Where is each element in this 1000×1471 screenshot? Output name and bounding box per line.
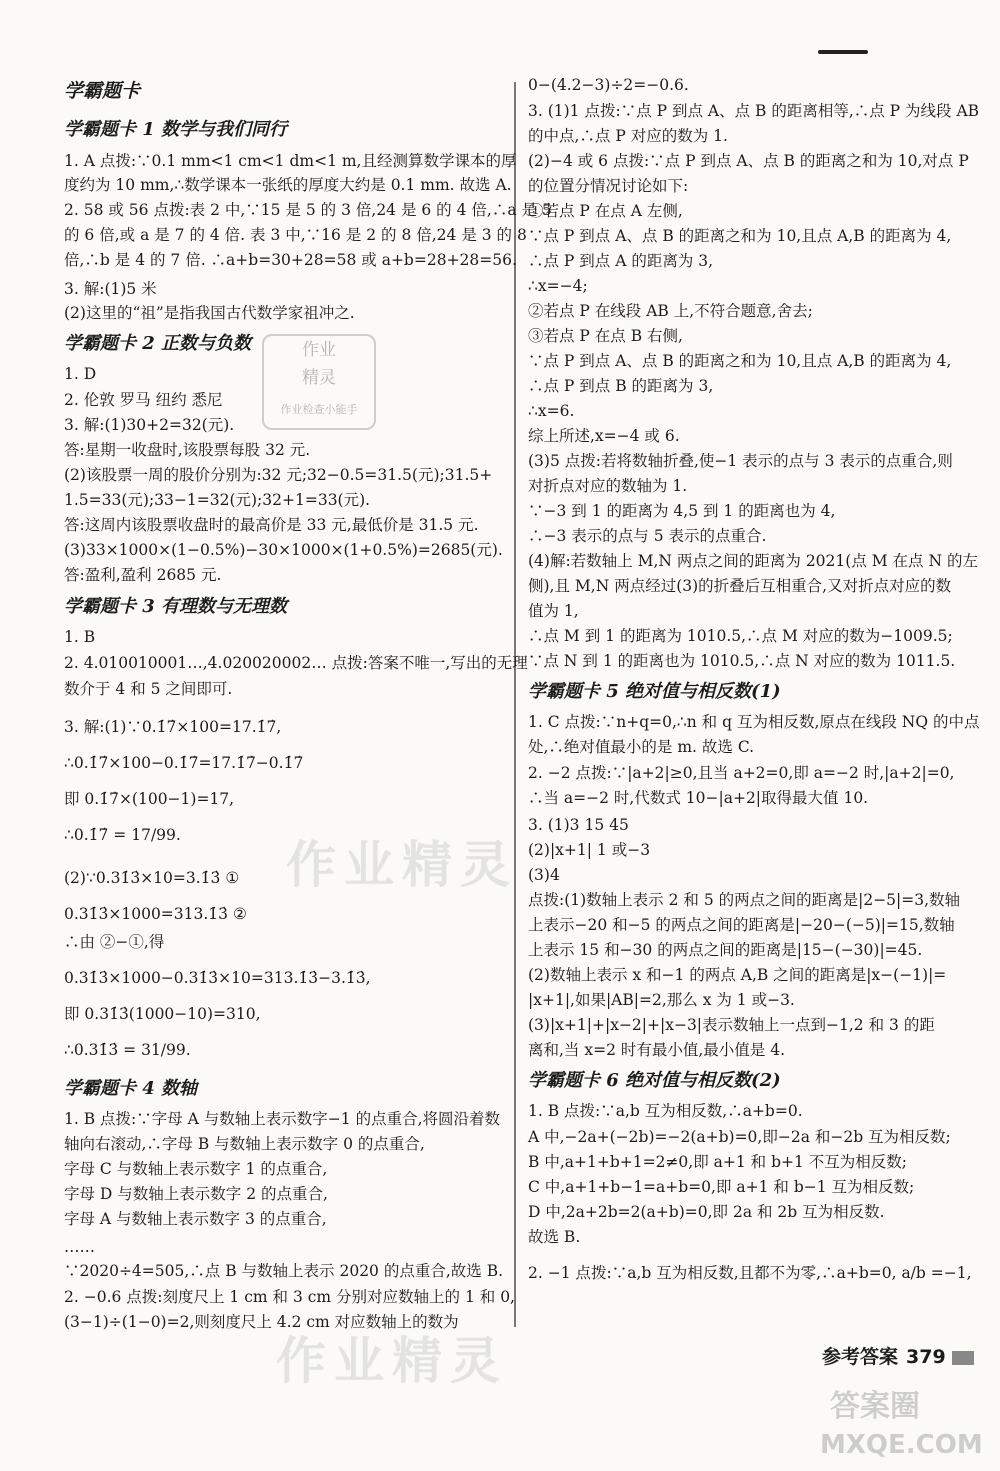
text-line: ②若点 P 在线段 AB 上,不符合题意,舍去; xyxy=(528,302,813,320)
text-line: 2. −1 点拨:∵a,b 互为相反数,且都不为零,∴a+b=0, a/b =−1, xyxy=(528,1264,972,1282)
text-line: 3. 解:(1)5 米 xyxy=(64,280,157,298)
corner-watermark: 答案圈 xyxy=(830,1389,920,1424)
text-line: ③若点 P 在点 B 右侧, xyxy=(528,327,683,345)
text-line: C 中,a+1+b−1=a+b=0,即 a+1 和 b−1 互为相反数; xyxy=(528,1178,915,1196)
text-line: 值为 1, xyxy=(528,602,579,620)
text-line: D 中,2a+2b=2(a+b)=0,即 2a 和 2b 互为相反数. xyxy=(528,1203,885,1221)
text-line: (2)|x+1| 1 或−3 xyxy=(528,841,651,859)
text-line: 答:盈利,盈利 2685 元. xyxy=(64,566,222,584)
section-heading: 学霸题卡 1 数学与我们同行 xyxy=(64,119,288,140)
text-line: 2. −2 点拨:∵|a+2|≥0,且当 a+2=0,即 a=−2 时,|a+2|=0, xyxy=(528,764,955,782)
text-line: (2)数轴上表示 x 和−1 的两点 A,B 之间的距离是|x−(−1)|= xyxy=(528,966,947,984)
text-line: B 中,a+1+b+1=2≠0,即 a+1 和 b+1 不互为相反数; xyxy=(528,1153,908,1171)
text-line: 数介于 4 和 5 之间即可. xyxy=(64,680,233,698)
footer-label: 参考答案 xyxy=(822,1346,899,1368)
top-rule xyxy=(818,50,868,54)
page-footer xyxy=(822,1348,974,1367)
section-heading: 学霸题卡 4 数轴 xyxy=(64,1078,198,1099)
text-line: 离和,当 x=2 时有最小值,最小值是 4. xyxy=(528,1041,786,1059)
text-line: 的位置分情况讨论如下: xyxy=(528,177,689,195)
text-line: 答:这周内该股票收盘时的最高价是 33 元,最低价是 31.5 元. xyxy=(64,516,479,534)
text-line: 2. −0.6 点拨:刻度尺上 1 cm 和 3 cm 分别对应数轴上的 1 和 0, xyxy=(64,1288,515,1306)
text-line: (3)4 xyxy=(528,866,560,884)
text-line: |x+1|,如果|AB|=2,那么 x 为 1 或−3. xyxy=(528,991,795,1009)
text-line: 字母 D 与数轴上表示数字 2 的点重合, xyxy=(64,1185,328,1203)
section-heading: 学霸题卡 xyxy=(64,80,141,102)
text-line: 故选 B. xyxy=(528,1228,581,1246)
text-line: (2)该股票一周的股价分别为:32 元;32−0.5=31.5(元);31.5+ xyxy=(64,466,493,484)
text-line: 答:星期一收盘时,该股票每股 32 元. xyxy=(64,441,311,459)
page-number: 379 xyxy=(906,1346,946,1368)
section-heading: 学霸题卡 3 有理数与无理数 xyxy=(64,596,288,617)
text-line: 1. A 点拨:∵0.1 mm<1 cm<1 dm<1 m,且经测算数学课本的厚 xyxy=(64,152,517,170)
text-line: ①若点 P 在点 A 左侧, xyxy=(528,202,683,220)
text-line: (2)这里的“祖”是指我国古代数学家祖冲之. xyxy=(64,304,355,322)
text-line: 即 0.1̇7̇×(100−1)=17, xyxy=(64,790,235,808)
text-line: 处,∴绝对值最小的是 m. 故选 C. xyxy=(528,738,755,756)
text-line: ∴点 P 到点 B 的距离为 3, xyxy=(528,377,714,395)
text-line: 3. 解:(1)30+2=32(元). xyxy=(64,416,235,434)
text-line: (3)|x+1|+|x−2|+|x−3|表示数轴上一点到−1,2 和 3 的距 xyxy=(528,1016,935,1034)
text-line: …… xyxy=(64,1238,95,1256)
section-heading: 学霸题卡 2 正数与负数 xyxy=(64,333,252,354)
site-watermark: MXQE.COM xyxy=(820,1430,983,1460)
text-line: 字母 A 与数轴上表示数字 3 的点重合, xyxy=(64,1210,327,1228)
text-line: 1. B xyxy=(64,628,96,646)
stamp-text-1: 作业 xyxy=(302,340,336,360)
text-line: 综上所述,x=−4 或 6. xyxy=(528,427,680,445)
text-line: 1. C 点拨:∵n+q=0,∴n 和 q 互为相反数,原点在线段 NQ 的中点 xyxy=(528,713,980,731)
text-line: 1. B 点拨:∵字母 A 与数轴上表示数字−1 的点重合,将圆沿着数 xyxy=(64,1110,501,1128)
text-line: 0.31̇3̇×1000−0.31̇3̇×10=313.1̇3̇−3.1̇3̇, xyxy=(64,969,371,987)
text-line: 倍,∴b 是 4 的 7 倍. ∴a+b=30+28=58 或 a+b=28+28=56. xyxy=(64,251,517,269)
text-line: 度约为 10 mm,∴数学课本一张纸的厚度大约是 0.1 mm. 故选 A. xyxy=(64,176,512,194)
section-heading: 学霸题卡 5 绝对值与相反数(1) xyxy=(528,681,781,702)
watermark-bottom: 作业精灵 xyxy=(276,1331,508,1390)
text-line: ∴点 M 到 1 的距离为 1010.5,∴点 M 对应的数为−1009.5; xyxy=(528,627,953,645)
text-line: 即 0.31̇3̇(1000−10)=310, xyxy=(64,1005,261,1023)
text-line: (2)∵0.31̇3̇×10=3.1̇3̇ ① xyxy=(64,869,240,887)
text-line: ∴0.1̇7̇ = 17/99. xyxy=(64,826,181,844)
text-line: 2. 58 或 56 点拨:表 2 中,∵15 是 5 的 3 倍,24 是 6 的 4 倍,∴a 是 5 xyxy=(64,201,552,219)
text-line: 3. 解:(1)∵0.1̇7̇×100=17.1̇7̇, xyxy=(64,718,282,736)
text-line: ∴由 ②−①,得 xyxy=(64,933,165,951)
text-line: 字母 C 与数轴上表示数字 1 的点重合, xyxy=(64,1160,328,1178)
text-line: 轴向右滚动,∴字母 B 与数轴上表示数字 0 的点重合, xyxy=(64,1135,425,1153)
text-line: 0.31̇3̇×1000=313.1̇3̇ ② xyxy=(64,905,247,923)
text-line: ∵2020÷4=505,∴点 B 与数轴上表示 2020 的点重合,故选 B. xyxy=(64,1262,504,1280)
text-line: (3−1)÷(1−0)=2,则刻度尺上 4.2 cm 对应数轴上的数为 xyxy=(64,1313,459,1331)
text-line: 1. D xyxy=(64,365,97,383)
text-line: ∴0.31̇3̇ = 31/99. xyxy=(64,1041,191,1059)
text-line: ∵点 P 到点 A、点 B 的距离之和为 10,且点 A,B 的距离为 4, xyxy=(528,352,952,370)
text-line: ∴x=6. xyxy=(528,402,575,420)
text-line: ∴当 a=−2 时,代数式 10−|a+2|取得最大值 10. xyxy=(528,789,869,807)
text-line: (4)解:若数轴上 M,N 两点之间的距离为 2021(点 M 在点 N 的左 xyxy=(528,552,978,570)
text-line: 2. 4.010010001…,4.020020002… 点拨:答案不唯一,写出的无理 xyxy=(64,654,528,672)
text-line: 对折点对应的数轴为 1. xyxy=(528,477,688,495)
text-line: ∴点 P 到点 A 的距离为 3, xyxy=(528,252,714,270)
text-line: 3. (1)3 15 45 xyxy=(528,816,629,834)
text-line: 点拨:(1)数轴上表示 2 和 5 的两点之间的距离是|2−5|=3,数轴 xyxy=(528,891,961,909)
text-line: ∵点 N 到 1 的距离也为 1010.5,∴点 N 对应的数为 1011.5. xyxy=(528,652,956,670)
watermark-mid: 作业精灵 xyxy=(286,835,518,894)
text-line: ∵−3 到 1 的距离为 4,5 到 1 的距离也为 4, xyxy=(528,502,836,520)
text-line: ∵点 P 到点 A、点 B 的距离之和为 10,且点 A,B 的距离为 4, xyxy=(528,227,952,245)
text-line: 上表示−20 和−5 的两点之间的距离是|−20−(−5)|=15,数轴 xyxy=(528,916,955,934)
watermark-stamp xyxy=(262,334,376,430)
text-line: ∴−3 表示的点与 5 表示的点重合. xyxy=(528,527,767,545)
stamp-text-3: 作业检查小能手 xyxy=(280,403,358,416)
text-line: 上表示 15 和−30 的两点之间的距离是|15−(−30)|=45. xyxy=(528,941,923,959)
text-line: (3)5 点拨:若将数轴折叠,使−1 表示的点与 3 表示的点重合,则 xyxy=(528,452,953,470)
text-line: 1. B 点拨:∵a,b 互为相反数,∴a+b=0. xyxy=(528,1102,803,1120)
text-line: 的中点,∴点 P 对应的数为 1. xyxy=(528,127,728,145)
text-line: 0−(4.2−3)÷2=−0.6. xyxy=(528,76,689,94)
text-line: 3. (1)1 点拨:∵点 P 到点 A、点 B 的距离相等,∴点 P 为线段 AB xyxy=(528,102,980,120)
text-line: 侧),且 M,N 两点经过(3)的折叠后互相重合,又对折点对应的数 xyxy=(528,577,952,595)
text-line: A 中,−2a+(−2b)=−2(a+b)=0,即−2a 和−2b 互为相反数; xyxy=(528,1128,951,1146)
text-line: 1.5=33(元);33−1=32(元);32+1=33(元). xyxy=(64,491,371,509)
text-line: (2)−4 或 6 点拨:∵点 P 到点 A、点 B 的距离之和为 10,对点 P xyxy=(528,152,969,170)
text-line: 2. 伦敦 罗马 纽约 悉尼 xyxy=(64,391,223,409)
section-heading: 学霸题卡 6 绝对值与相反数(2) xyxy=(528,1070,781,1091)
stamp-text-2: 精灵 xyxy=(302,368,336,388)
text-line: 的 6 倍,或 a 是 7 的 4 倍. 表 3 中,∵16 是 2 的 8 倍,24 是 3 的 8 xyxy=(64,226,527,244)
text-line: ∴0.1̇7̇×100−0.1̇7̇=17.1̇7̇−0.1̇7̇ xyxy=(64,754,304,772)
text-line: ∴x=−4; xyxy=(528,277,588,295)
footer-block xyxy=(952,1351,974,1365)
text-line: (3)33×1000×(1−0.5%)−30×1000×(1+0.5%)=2685(元). xyxy=(64,541,503,559)
